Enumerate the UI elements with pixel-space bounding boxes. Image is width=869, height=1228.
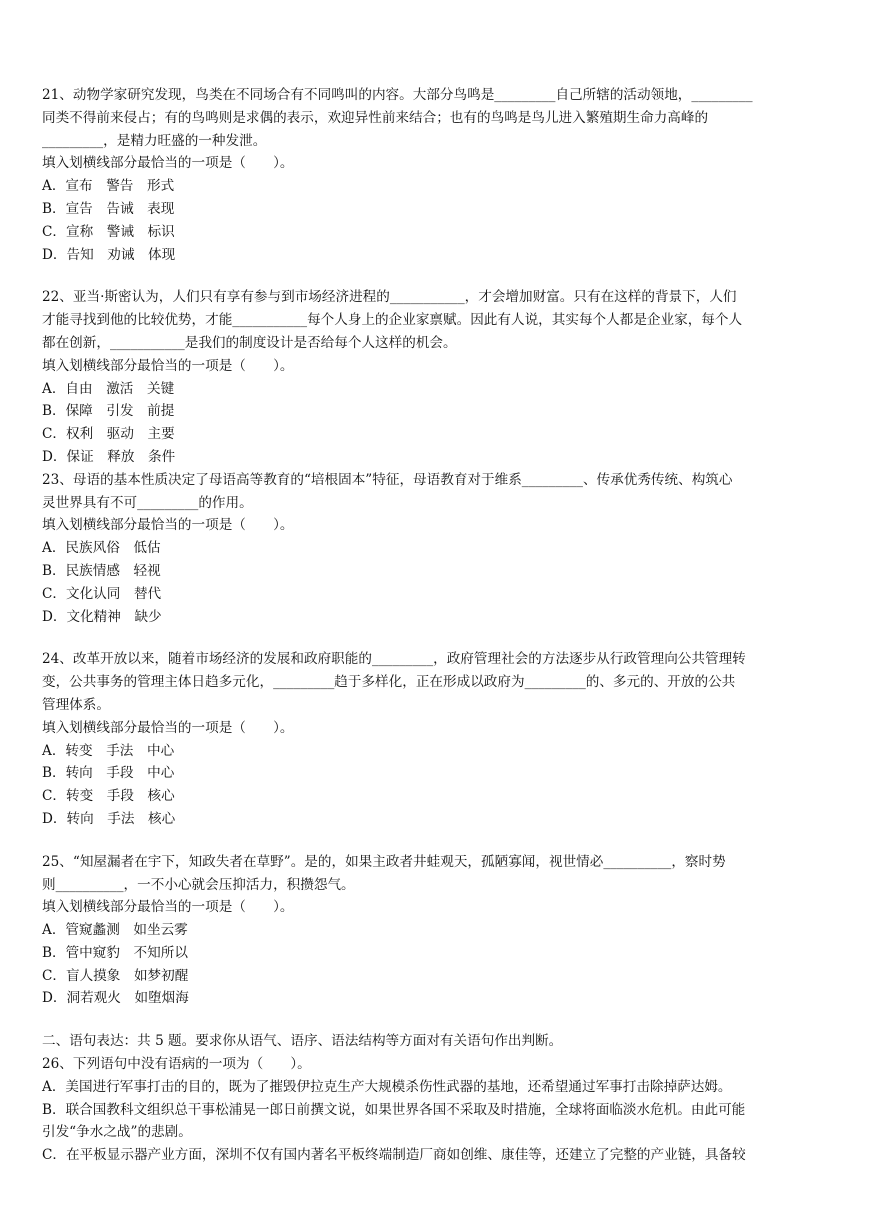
option-c: C．盲人摸象 如梦初醒 (42, 967, 189, 984)
question-prompt: 填入划横线部分最恰当的一项是（ ）。 (42, 719, 294, 736)
question-stem-line: 25、“知屋漏者在宇下，知政失者在草野”。是的，如果主政者井蛙观天，孤陋寡闻，视世情必__________，察时势 (42, 853, 726, 870)
question-stem-line: 22、亚当·斯密认为，人们只有享有参与到市场经济进程的___________，才会增加财富。只有在这样的背景下，人们 (42, 289, 737, 306)
question-stem-line: 同类不得前来侵占；有的鸟鸣则是求偶的表示，欢迎异性前来结合；也有的鸟鸣是鸟儿进入繁殖期生命力高峰的 (42, 109, 709, 126)
question-stem-line: _________，是精力旺盛的一种发泄。 (42, 132, 267, 149)
option-a: A．民族风俗 低估 (42, 540, 161, 557)
question-stem-line: 变，公共事务的管理主体日趋多元化，_________趋于多样化，正在形成以政府为_________的、多元的、开放的公共 (42, 674, 736, 691)
option-d: D．转向 手法 核心 (42, 810, 176, 827)
option-c: C．文化认同 替代 (42, 585, 162, 602)
section-heading: 二、语句表达：共 5 题。要求你从语气、语序、语法结构等方面对有关语句作出判断。 (42, 1033, 563, 1050)
question-prompt: 填入划横线部分最恰当的一项是（ ）。 (42, 517, 294, 534)
spacer (42, 831, 832, 851)
question-24 (42, 648, 832, 830)
spacer (42, 266, 832, 286)
question-stem-line: 23、母语的基本性质决定了母语高等教育的“培根固本”特征，母语教育对于维系_________、传承优秀传统、构筑心 (42, 471, 733, 488)
question-prompt: 填入划横线部分最恰当的一项是（ ）。 (42, 357, 294, 374)
option-d: D．文化精神 缺少 (42, 608, 162, 625)
question-stem-line: 21、动物学家研究发现，鸟类在不同场合有不同鸣叫的内容。大部分鸟鸣是_________自己所辖的活动领地，_________ (42, 87, 753, 103)
question-25 (42, 851, 832, 1011)
option-d: D．洞若观火 如堕烟海 (42, 990, 189, 1007)
question-22 (42, 286, 832, 468)
question-26-stem: 26、下列语句中没有语病的一项为（ ）。 (42, 1056, 311, 1073)
option-b: B．民族情感 轻视 (42, 562, 161, 579)
question-stem-line: 才能寻找到他的比较优势，才能___________每个人身上的企业家禀赋。因此有人说，其实每个人都是企业家，每个人 (42, 312, 743, 329)
option-a: A．美国进行军事打击的目的，既为了摧毁伊拉克生产大规模杀伤性武器的基地，还希望通过军事打击除掉萨达姆。 (42, 1078, 732, 1095)
exam-page (42, 84, 832, 1167)
option-d: D．告知 劝诫 体现 (42, 246, 176, 263)
option-b: B．宣告 告诫 表现 (42, 200, 175, 217)
spacer (42, 628, 832, 648)
question-23 (42, 469, 832, 629)
question-prompt: 填入划横线部分最恰当的一项是（ ）。 (42, 155, 294, 172)
option-c: C．宣称 警诫 标识 (42, 223, 175, 240)
option-b: B．联合国教科文组织总干事松浦晃一郎日前撰文说，如果世界各国不采取及时措施，全球将面临淡水危机。由此可能 (42, 1101, 746, 1118)
option-c: C．转变 手段 核心 (42, 788, 175, 805)
option-c: C．权利 驱动 主要 (42, 426, 175, 443)
section-2 (42, 1030, 832, 1167)
question-stem-line: 灵世界具有不可_________的作用。 (42, 494, 253, 511)
option-a: A．转变 手法 中心 (42, 742, 175, 759)
option-a: A．管窥蠡测 如坐云雾 (42, 922, 188, 939)
option-b: B．保障 引发 前提 (42, 403, 175, 420)
question-stem-line: 24、改革开放以来，随着市场经济的发展和政府职能的_________，政府管理社会的方法逐步从行政管理向公共管理转 (42, 651, 746, 668)
option-b-continued: 引发“争水之战”的悲剧。 (42, 1124, 192, 1141)
option-b: B．转向 手段 中心 (42, 765, 175, 782)
question-stem-line: 管理体系。 (42, 696, 110, 713)
question-stem-line: 都在创新，___________是我们的制度设计是否给每个人这样的机会。 (42, 334, 457, 351)
question-prompt: 填入划横线部分最恰当的一项是（ ）。 (42, 899, 294, 916)
option-b: B．管中窥豹 不知所以 (42, 944, 188, 961)
option-a: A．自由 激活 关键 (42, 380, 175, 397)
question-21 (42, 84, 832, 266)
option-c: C．在平板显示器产业方面，深圳不仅有国内著名平板终端制造厂商如创维、康佳等，还建立了完整的产业链，具备较 (42, 1147, 746, 1164)
option-d: D．保证 释放 条件 (42, 448, 176, 465)
question-stem-line: 则__________，一不小心就会压抑活力，积攒怨气。 (42, 876, 355, 893)
option-a: A．宣布 警告 形式 (42, 178, 175, 195)
spacer (42, 1010, 832, 1030)
